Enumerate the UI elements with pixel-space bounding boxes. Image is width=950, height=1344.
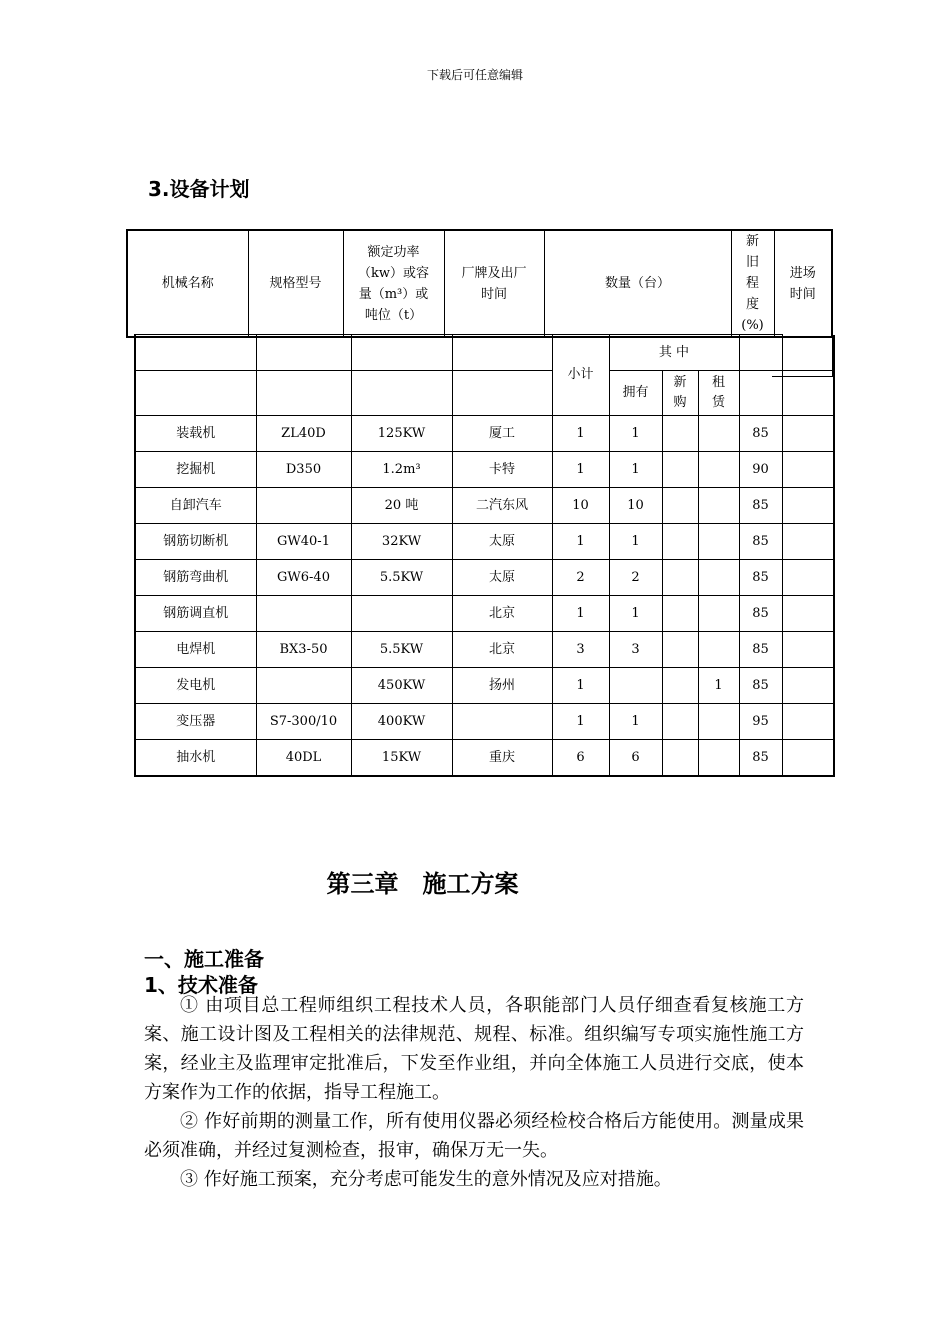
table-row: 抽水机 40DL 15KW 重庆 6 6 85 [135,740,834,777]
paragraph: ③ 作好施工预案，充分考虑可能发生的意外情况及应对措施。 [180,1169,672,1190]
table-row: 电焊机 BX3-50 5.5KW 北京 3 3 85 [135,632,834,668]
table-row: 钢筋弯曲机 GW6-40 5.5KW 太原 2 2 85 [135,560,834,596]
header-subtotal: 小计 [552,335,609,416]
table-row: 钢筋调直机 北京 1 1 85 [135,596,834,632]
header-entry-time: 进场 时间 [774,230,832,337]
header-power: 额定功率 （kw）或容 量（m³）或 吨位（t） [343,230,444,337]
section-title: 3.设备计划 [148,177,250,201]
header-machine-name: 机械名称 [127,230,248,337]
table-row: 挖掘机 D350 1.2m³ 卡特 1 1 90 [135,452,834,488]
table-row: 自卸汽车 20 吨 二汽东风 10 10 85 [135,488,834,524]
header-owned: 拥有 [609,371,662,416]
header-brand: 厂牌及出厂 时间 [444,230,544,337]
header-new-purchase: 新 购 [662,371,698,416]
heading-technical-prep: 1、技术准备 [144,973,258,997]
table-row: 钢筋切断机 GW40-1 32KW 太原 1 1 85 [135,524,834,560]
paragraph: ② 作好前期的测量工作，所有使用仪器必须经检校合格后方能使用。测量成果必须准确，并经过复测检查，报审，确保万无一失。 [144,1111,804,1161]
table-row: 变压器 S7-300/10 400KW 1 1 95 [135,704,834,740]
header-model: 规格型号 [248,230,343,337]
equipment-table-body [134,334,835,777]
header-among: 其 中 [609,335,739,371]
header-condition: 新 旧 程 度 (%) [731,230,774,337]
table-row: 发电机 450KW 扬州 1 1 85 [135,668,834,704]
body-text [144,991,804,1194]
chapter-title: 第三章 施工方案 [326,870,519,898]
heading-construction-prep: 一、施工准备 [144,947,264,971]
header-note: 下载后可任意编辑 [426,68,523,82]
equipment-table-header [126,229,833,338]
header-rent: 租 赁 [698,371,739,416]
paragraph: ① 由项目总工程师组织工程技术人员，各职能部门人员仔细查看复核施工方案、施工设计图及工程相关的法律规范、规程、标准。组织编写专项实施性施工方案，经业主及监理审定批准后，下发至作业组，并向全体施工人员进行交底，使本方案作为工作的依据，指导工程施工。 [144,995,804,1103]
table-row: 装载机 ZL40D 125KW 厦工 1 1 85 [135,416,834,452]
header-quantity: 数量（台） [544,230,731,337]
